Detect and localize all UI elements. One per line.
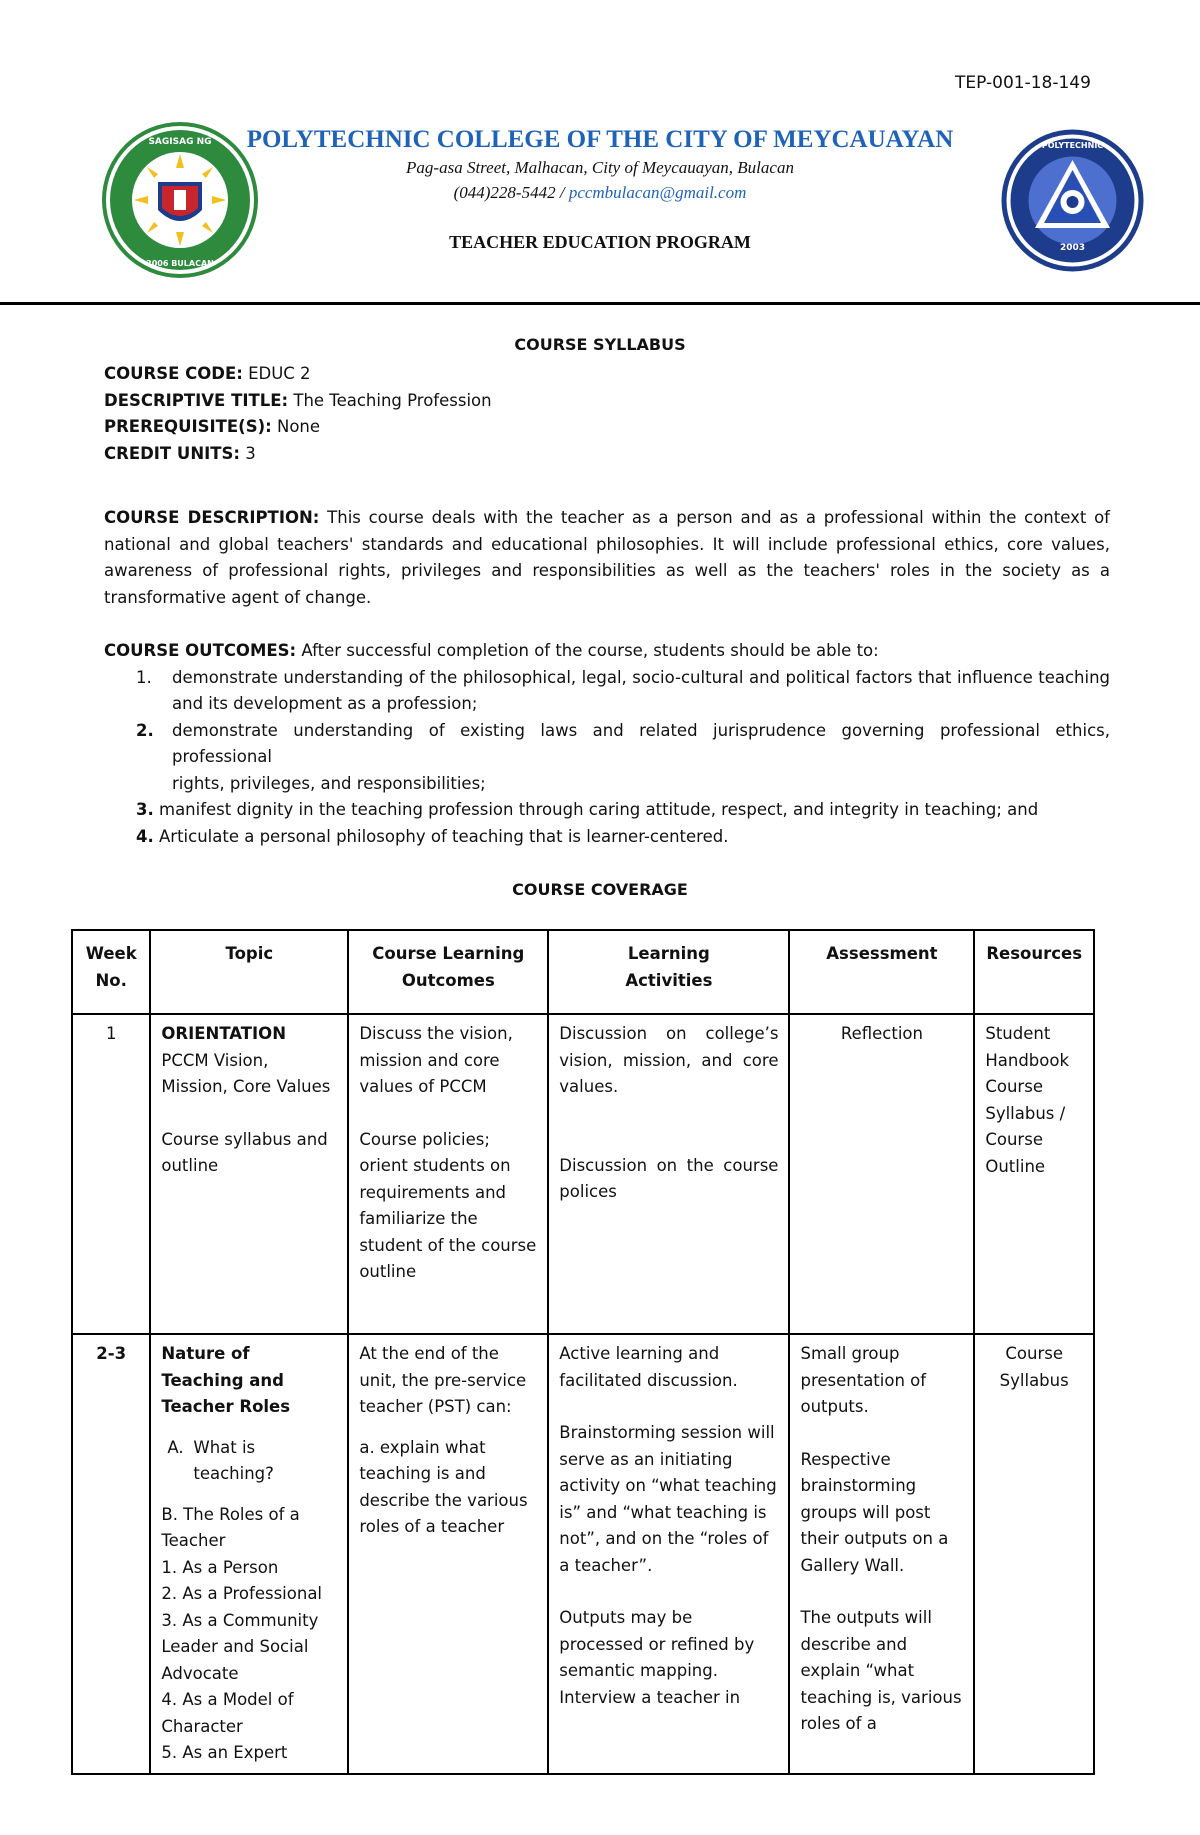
prerequisite-value: None	[271, 417, 321, 436]
cell-week: 1	[72, 1014, 150, 1334]
outcome-text: Articulate a personal philosophy of teaching that is learner-centered.	[153, 826, 729, 846]
activity-text: Discussion on college’s vision, mission, and core values.	[559, 1024, 779, 1096]
topic-text: 5. As an Expert	[161, 1743, 288, 1762]
cell-topic	[150, 1334, 348, 1774]
assessment-text: The outputs will describe and explain “what teaching is, various roles of a	[800, 1608, 962, 1733]
descriptive-title-label: DESCRIPTIVE TITLE:	[104, 390, 289, 410]
svg-text:2006 BULACAN: 2006 BULACAN	[146, 259, 214, 268]
topic-title: Nature of Teaching and Teacher Roles	[161, 1344, 291, 1416]
header-no-line: No.	[95, 970, 127, 990]
header-week-line: Week	[85, 944, 137, 963]
document-code: TEP-001-18-149	[955, 73, 1091, 93]
spacer	[161, 1421, 337, 1435]
topic-text: What is teaching?	[193, 1437, 274, 1483]
outcome-number: 3.	[136, 800, 154, 819]
header-act-line1: Learning	[627, 944, 710, 963]
college-email: pccmbulacan@gmail.com	[568, 183, 747, 202]
syllabus-title: COURSE SYLLABUS	[514, 335, 686, 354]
cell-learning-outcomes	[348, 1334, 548, 1774]
cell-week: 2-3	[72, 1334, 150, 1774]
activity-text: Discussion on the course polices	[559, 1155, 779, 1201]
course-outcomes-heading	[104, 638, 1110, 665]
assessment-text: Respective brainstorming groups will post their outputs on a Gallery Wall.	[800, 1449, 949, 1575]
cell-learning-activities	[548, 1334, 789, 1774]
outcome-number: 2.	[136, 720, 154, 740]
coverage-title: COURSE COVERAGE	[512, 880, 688, 899]
descriptive-title-line	[104, 388, 1110, 415]
topic-text: 3. As a Community Leader and Social Advocate	[161, 1610, 319, 1683]
college-name: POLYTECHNIC COLLEGE OF THE CITY OF MEYCAUAYAN	[246, 126, 954, 153]
course-coverage-table	[71, 929, 1095, 1775]
outcome-item	[104, 797, 1110, 824]
spacer	[559, 1394, 778, 1420]
activity-text: Brainstorming session will serve as an initiating activity on “what teaching is” and “what teaching is not”, and on the “roles of a teacher”.	[559, 1423, 777, 1575]
spacer	[359, 1101, 537, 1127]
header-assessment: Assessment	[789, 930, 974, 1014]
outcome-item	[104, 718, 1110, 798]
college-address: Pag-asa Street, Malhacan, City of Meycauayan, Bulacan	[406, 158, 794, 177]
topic-text: Course syllabus and outline	[161, 1129, 328, 1175]
cell-learning-outcomes	[348, 1014, 548, 1334]
course-code-value: EDUC 2	[242, 364, 311, 383]
topic-text: B. The Roles of a Teacher	[161, 1504, 300, 1550]
header-clo-line1: Course Learning	[372, 944, 525, 963]
descriptive-title-value: The Teaching Profession	[288, 390, 492, 410]
course-info	[104, 361, 1110, 467]
table-row	[72, 1334, 1094, 1774]
outcome-text-continued: rights, privileges, and responsibilities;	[172, 773, 486, 793]
course-code-label: COURSE CODE:	[104, 364, 243, 383]
cell-resources: Course Syllabus	[974, 1334, 1094, 1774]
topic-text: 2. As a Professional	[161, 1584, 323, 1603]
topic-title: ORIENTATION	[161, 1024, 287, 1043]
cell-assessment	[789, 1334, 974, 1774]
cell-assessment: Reflection	[789, 1014, 974, 1334]
clo-text: At the end of the unit, the pre-service teacher (PST) can:	[359, 1344, 527, 1416]
spacer	[800, 1421, 963, 1447]
header-topic: Topic	[150, 930, 348, 1014]
outcome-number: 1.	[136, 667, 152, 687]
cell-resources: Student Handbook Course Syllabus / Course Outline	[974, 1014, 1094, 1334]
course-outcomes-intro: After successful completion of the course, students should be able to:	[296, 641, 879, 660]
course-description-text: This course deals with the teacher as a person and as a professional within the context of national and global teachers' standards and educational philosophies. It will include professional ethics, core values, awareness of professional rights, privileges and responsibilities as well as the teachers' roles in the society as a transformative agent of change.	[104, 508, 1110, 607]
assessment-text: Small group presentation of outputs.	[800, 1344, 927, 1416]
topic-text: 1. As a Person	[161, 1557, 279, 1577]
activity-text: Active learning and facilitated discussion.	[559, 1344, 738, 1390]
cell-topic	[150, 1014, 348, 1334]
topic-text: PCCM Vision, Mission, Core Values	[161, 1050, 331, 1096]
college-phone: (044)228-5442 /	[453, 183, 569, 202]
credit-units-line	[104, 441, 1110, 468]
table-header-row	[72, 930, 1094, 1014]
outcomes-list	[104, 665, 1110, 851]
spacer	[161, 1488, 337, 1502]
spacer	[161, 1101, 337, 1127]
spacer	[359, 1421, 537, 1435]
prerequisite-label: PREREQUISITE(S):	[104, 417, 272, 436]
clo-text: Course policies; orient students on requirements and familiarize the student of the course outline	[359, 1129, 537, 1281]
outcome-text: demonstrate understanding of existing laws and related jurisprudence governing professional ethics, professional	[172, 720, 1110, 766]
outcome-number: 4.	[136, 826, 154, 846]
header-clo-line2: Outcomes	[401, 970, 495, 990]
spacer	[559, 1101, 778, 1153]
program-name: TEACHER EDUCATION PROGRAM	[449, 232, 751, 252]
credit-units-value: 3	[240, 443, 256, 463]
svg-text:SAGISAG NG: SAGISAG NG	[148, 137, 212, 147]
header-week-no	[72, 930, 150, 1014]
clo-text: a. explain what teaching is and describe the various roles of a teacher	[359, 1437, 528, 1536]
topic-sub-a	[161, 1435, 337, 1488]
cell-learning-activities	[548, 1014, 789, 1334]
course-code-line	[104, 361, 1110, 388]
header-divider	[0, 302, 1200, 305]
course-description-label: COURSE DESCRIPTION:	[104, 508, 320, 527]
header-act-line2: Activities	[625, 970, 713, 990]
activity-text: Interview a teacher in	[559, 1687, 741, 1707]
svg-text:POLYTECHNIC: POLYTECHNIC	[1041, 141, 1104, 150]
course-outcomes	[104, 638, 1110, 850]
credit-units-label: CREDIT UNITS:	[104, 443, 241, 463]
outcome-item	[104, 824, 1110, 851]
course-description	[104, 505, 1110, 611]
topic-sub-letter: A.	[167, 1437, 184, 1457]
clo-text: Discuss the vision, mission and core values of PCCM	[359, 1024, 513, 1096]
header-resources: Resources	[974, 930, 1094, 1014]
outcome-item	[104, 665, 1110, 718]
outcome-text: demonstrate understanding of the philosophical, legal, socio-cultural and political factors that influence teaching and its development as a profession;	[172, 667, 1110, 713]
college-contact	[0, 183, 1200, 203]
spacer	[559, 1579, 778, 1605]
topic-text: 4. As a Model of Character	[161, 1690, 294, 1736]
table-row	[72, 1014, 1094, 1334]
prerequisite-line	[104, 414, 1110, 441]
outcome-text: manifest dignity in the teaching profession through caring attitude, respect, and integrity in teaching; and	[153, 800, 1039, 819]
spacer	[800, 1579, 963, 1605]
svg-text:2003: 2003	[1059, 243, 1086, 253]
activity-text: Outputs may be processed or refined by semantic mapping.	[559, 1608, 755, 1680]
header-learning-activities	[548, 930, 789, 1014]
course-outcomes-label: COURSE OUTCOMES:	[104, 641, 297, 660]
header-learning-outcomes	[348, 930, 548, 1014]
